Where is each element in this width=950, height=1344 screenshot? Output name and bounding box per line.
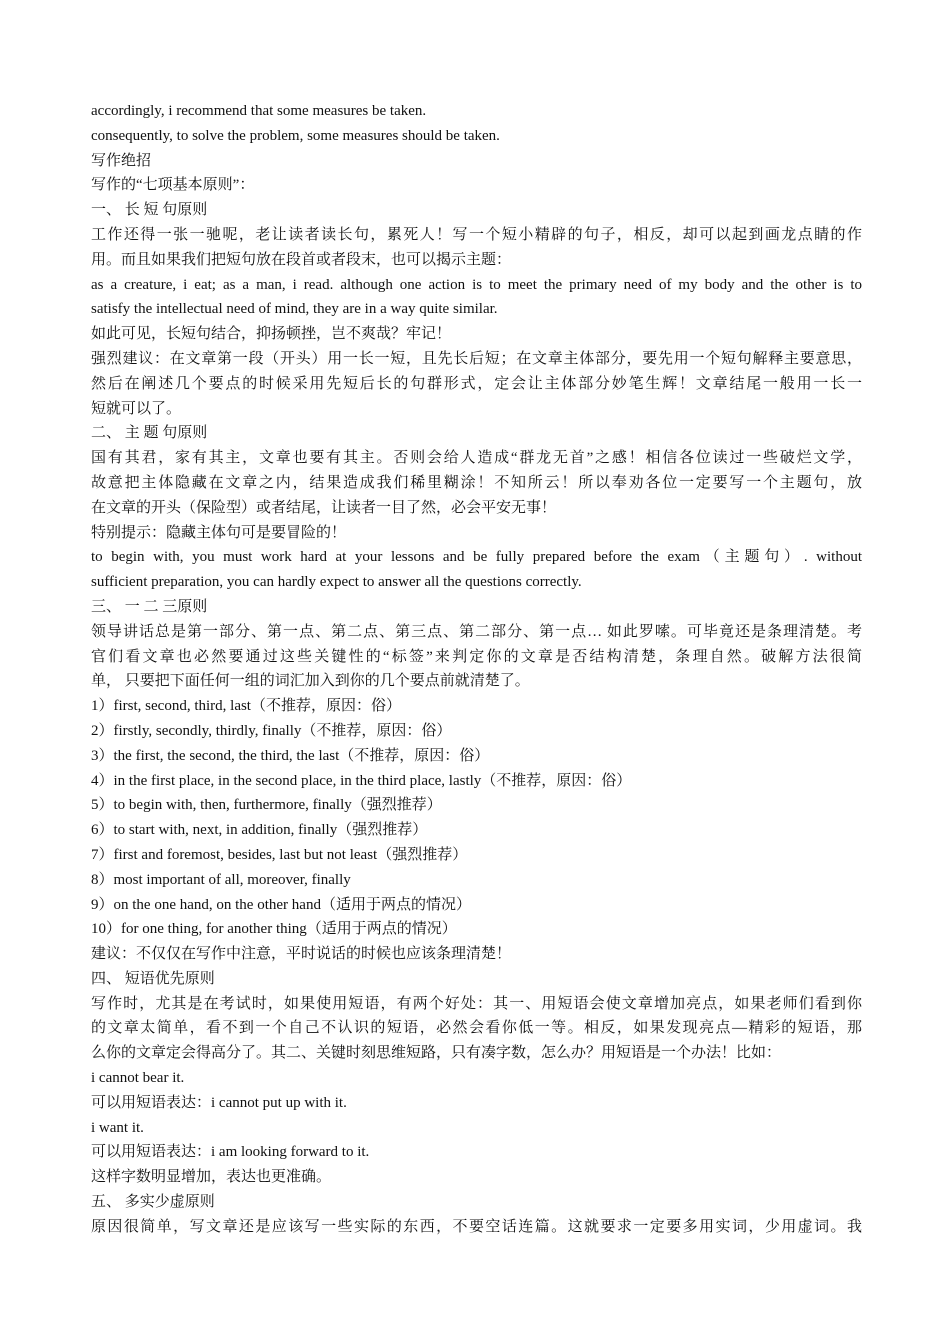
list-item: 2）firstly, secondly, thirdly, finally（不推荐，原因：俗） [91, 722, 452, 739]
paragraph-line: 用。而且如果我们把短句放在段首或者段末，也可以揭示主题： [91, 251, 512, 268]
section-heading-4: 四、 短语优先原则 [91, 970, 215, 987]
paragraph-line: 这样字数明显增加，表达也更准确。 [91, 1169, 332, 1186]
list-item: 7）first and foremost, besides, last but not least（强烈推荐） [91, 846, 468, 863]
list-item: 6）to start with, next, in addition, finally（强烈推荐） [91, 822, 428, 839]
paragraph-line: 么你的文章定会得高分了。其二、关键时刻思维短路，只有凑字数，怎么办？用短语是一个办法！比如： [91, 1045, 782, 1062]
paragraph-line: 写作时，尤其是在考试时，如果使用短语，有两个好处：其一、用短语会使文章增加亮点，如果老师们看到你 [91, 995, 862, 1012]
section-heading-5: 五、 多实少虚原则 [91, 1194, 215, 1211]
paragraph-line: 官们看文章也必然要通过这些关键性的“标签”来判定你的文章是否结构清楚，条理自然。破解方法很简 [91, 648, 862, 665]
example-line: i cannot bear it. [91, 1070, 185, 1087]
paragraph-line: 特别提示：隐藏主体句可是要冒险的！ [91, 524, 347, 541]
list-item: 9）on the one hand, on the other hand（适用于两点的情况） [91, 896, 471, 913]
section-heading-1: 一、 长 短 句原则 [91, 202, 208, 219]
section-heading-3: 三、 一 二 三原则 [91, 598, 208, 615]
paragraph-line: 领导讲话总是第一部分、第一点、第二点、第三点、第二部分、第一点… 如此罗嗦。可毕竟还是条理清楚。考 [91, 623, 862, 640]
paragraph-line: to begin with, you must work hard at your lessons and be fully prepared before the exam（主题句）. without [91, 549, 862, 566]
example-line: i want it. [91, 1119, 144, 1136]
list-item: 1）first, second, third, last（不推荐，原因：俗） [91, 698, 401, 715]
list-item: 8）most important of all, moreover, finally [91, 871, 351, 888]
text-line-accordingly: accordingly, i recommend that some measures be taken. [91, 103, 427, 119]
paragraph-line: 工作还得一张一驰呢，老让读者读长句，累死人！写一个短小精辟的句子，相反，却可以起到画龙点睛的作 [91, 226, 862, 243]
paragraph-line: 短就可以了。 [91, 400, 182, 417]
example-line: 可以用短语表达：i cannot put up with it. [91, 1094, 347, 1111]
paragraph-line: as a creature, i eat; as a man, i read. although one action is to meet the primary need of my body and the other is to [91, 276, 862, 293]
section-heading-2: 二、 主 题 句原则 [91, 425, 208, 442]
paragraph-line: 强烈建议：在文章第一段（开头）用一长一短，且先长后短；在文章主体部分，要先用一个短句解释主要意思， [91, 350, 862, 367]
paragraph-line: 故意把主体隐藏在文章之内，结果造成我们稀里糊涂！不知所云！所以奉劝各位一定要写一个主题句，放 [91, 474, 862, 491]
example-line: 可以用短语表达：i am looking forward to it. [91, 1144, 370, 1161]
paragraph-line: 国有其君，家有其主，文章也要有其主。否则会给人造成“群龙无首”之感！相信各位读过一些破烂文学， [91, 450, 862, 467]
paragraph-line: sufficient preparation, you can hardly expect to answer all the questions correctly. [91, 574, 582, 591]
paragraph-line: 的文章太简单，看不到一个自己不认识的短语，必然会看你低一等。相反，如果发现亮点—精彩的短语，那 [91, 1020, 862, 1037]
list-item: 4）in the first place, in the second place, in the third place, lastly（不推荐，原因：俗） [91, 772, 632, 789]
text-line-consequently: consequently, to solve the problem, some measures should be taken. [91, 127, 500, 144]
paragraph-line: satisfy the intellectual need of mind, they are in a way quite similar. [91, 301, 498, 318]
paragraph-line: 然后在阐述几个要点的时候采用先短后长的句群形式，定会让主体部分妙笔生辉！文章结尾一般用一长一 [91, 375, 862, 392]
paragraph-line: 如此可见，长短句结合，抑扬顿挫，岂不爽哉？牢记！ [91, 326, 452, 343]
list-item: 3）the first, the second, the third, the last（不推荐，原因：俗） [91, 747, 490, 764]
heading-seven-principles: 写作的“七项基本原则”： [91, 177, 255, 194]
paragraph-line: 建议：不仅仅在写作中注意，平时说话的时候也应该条理清楚！ [91, 946, 512, 963]
paragraph-line: 单， 只要把下面任何一组的词汇加入到你的几个要点前就清楚了。 [91, 673, 530, 690]
paragraph-line: 原因很简单，写文章还是应该写一些实际的东西，不要空话连篇。这就要求一定要多用实词，少用虚词。我 [91, 1218, 862, 1235]
list-item: 5）to begin with, then, furthermore, finally（强烈推荐） [91, 797, 442, 814]
heading-writing-tips: 写作绝招 [91, 152, 152, 169]
paragraph-line: 在文章的开头（保险型）或者结尾，让读者一目了然，必会平安无事！ [91, 499, 557, 516]
list-item: 10）for one thing, for another thing（适用于两点的情况） [91, 921, 457, 938]
